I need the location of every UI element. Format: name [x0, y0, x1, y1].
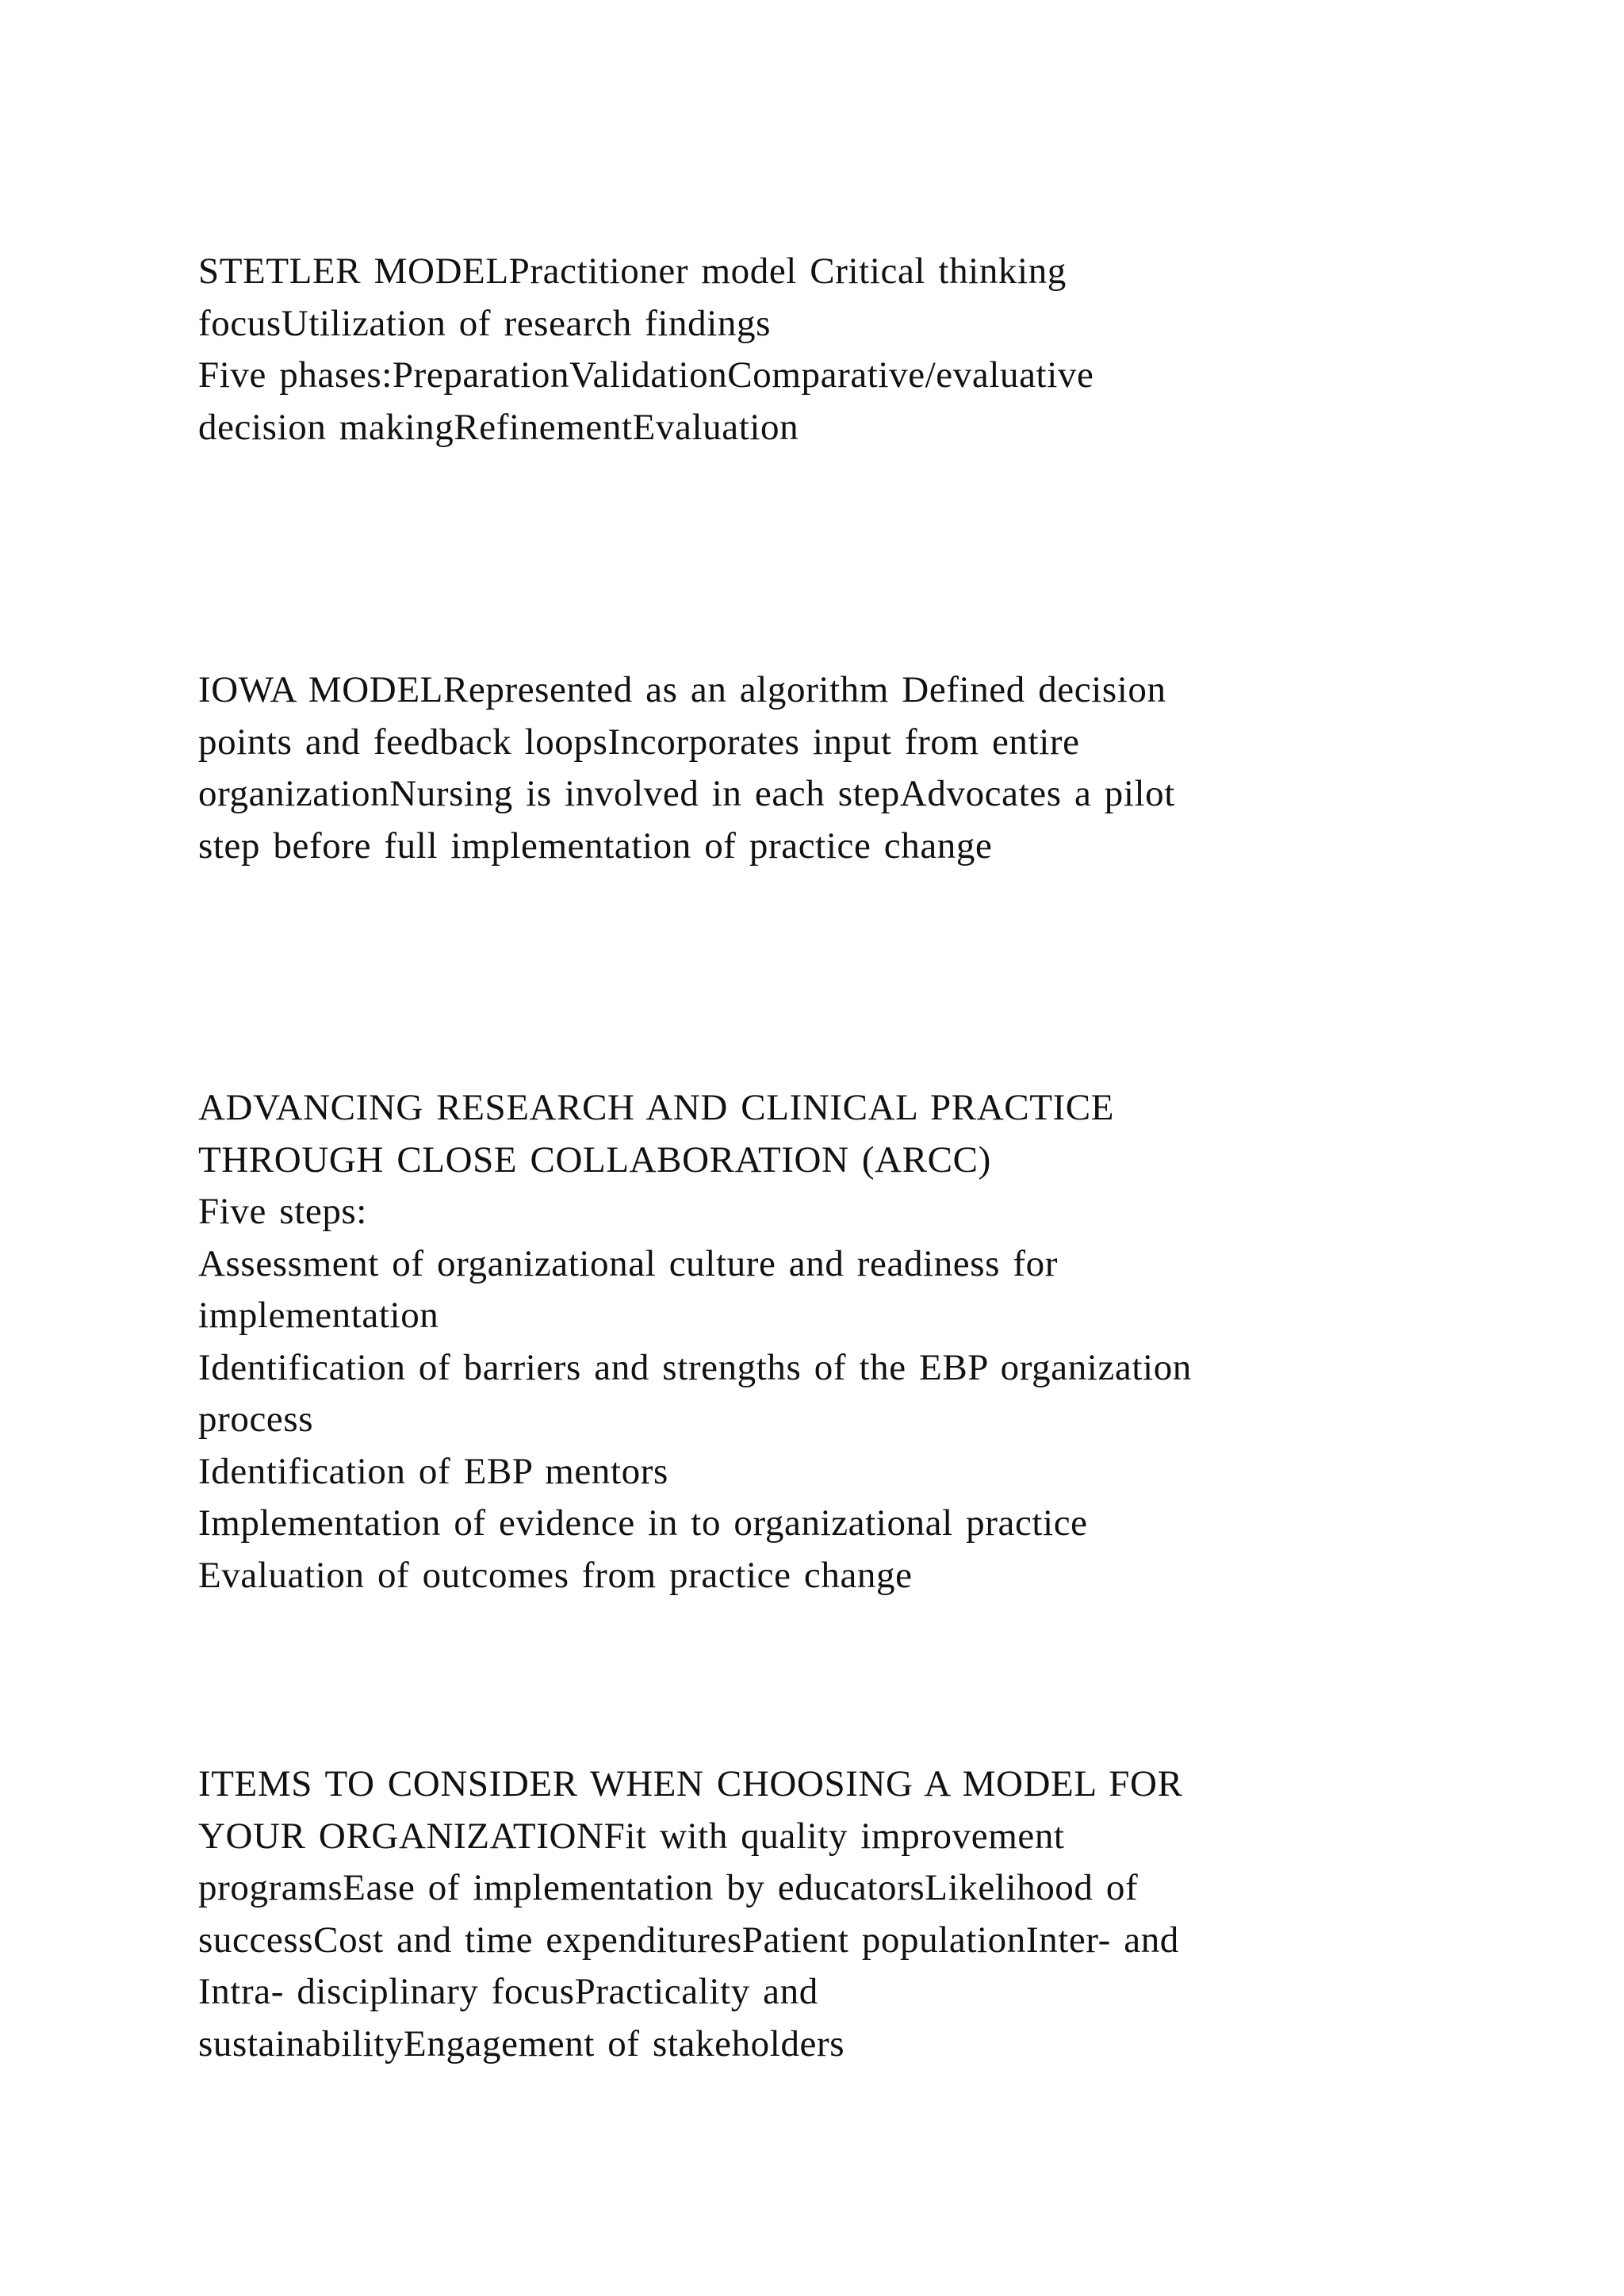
text-line: successCost and time expendituresPatient populationInter- and [198, 1919, 1179, 1961]
section-items-to-consider [198, 1758, 1435, 2070]
text-line: YOUR ORGANIZATIONFit with quality improvement [198, 1815, 1065, 1857]
text-line: Assessment of organizational culture and readiness for [198, 1242, 1058, 1284]
text-line: Identification of barriers and strengths of the EBP organization [198, 1346, 1192, 1388]
section-iowa-model [198, 664, 1435, 872]
section-arcc [198, 1082, 1435, 1601]
text-line: decision makingRefinementEvaluation [198, 406, 799, 448]
text-line: THROUGH CLOSE COLLABORATION (ARCC) [198, 1138, 991, 1181]
text-line: step before full implementation of practice change [198, 825, 993, 867]
text-line: implementation [198, 1295, 439, 1336]
text-line: IOWA MODELRepresented as an algorithm Defined decision [198, 669, 1166, 710]
text-line: sustainabilityEngagement of stakeholders [198, 2022, 845, 2064]
text-line: Identification of EBP mentors [198, 1450, 668, 1492]
text-line: Implementation of evidence in to organizational practice [198, 1502, 1088, 1544]
text-line: Five steps: [198, 1191, 367, 1232]
text-line: Intra- disciplinary focusPracticality and [198, 1971, 818, 2012]
text-line: STETLER MODELPractitioner model Critical thinking [198, 251, 1067, 292]
text-line: programsEase of implementation by educatorsLikelihood of [198, 1867, 1139, 1908]
text-line: focusUtilization of research findings [198, 302, 772, 344]
text-line: Five phases:PreparationValidationComparative/evaluative [198, 354, 1094, 396]
text-line: organizationNursing is involved in each stepAdvocates a pilot [198, 773, 1175, 814]
text-line: Evaluation of outcomes from practice change [198, 1554, 913, 1596]
section-stetler-model [198, 246, 1435, 453]
text-line: points and feedback loopsIncorporates input from entire [198, 721, 1080, 763]
text-line: ITEMS TO CONSIDER WHEN CHOOSING A MODEL FOR [198, 1763, 1183, 1804]
text-line: ADVANCING RESEARCH AND CLINICAL PRACTICE [198, 1087, 1115, 1128]
text-line: process [198, 1399, 314, 1440]
